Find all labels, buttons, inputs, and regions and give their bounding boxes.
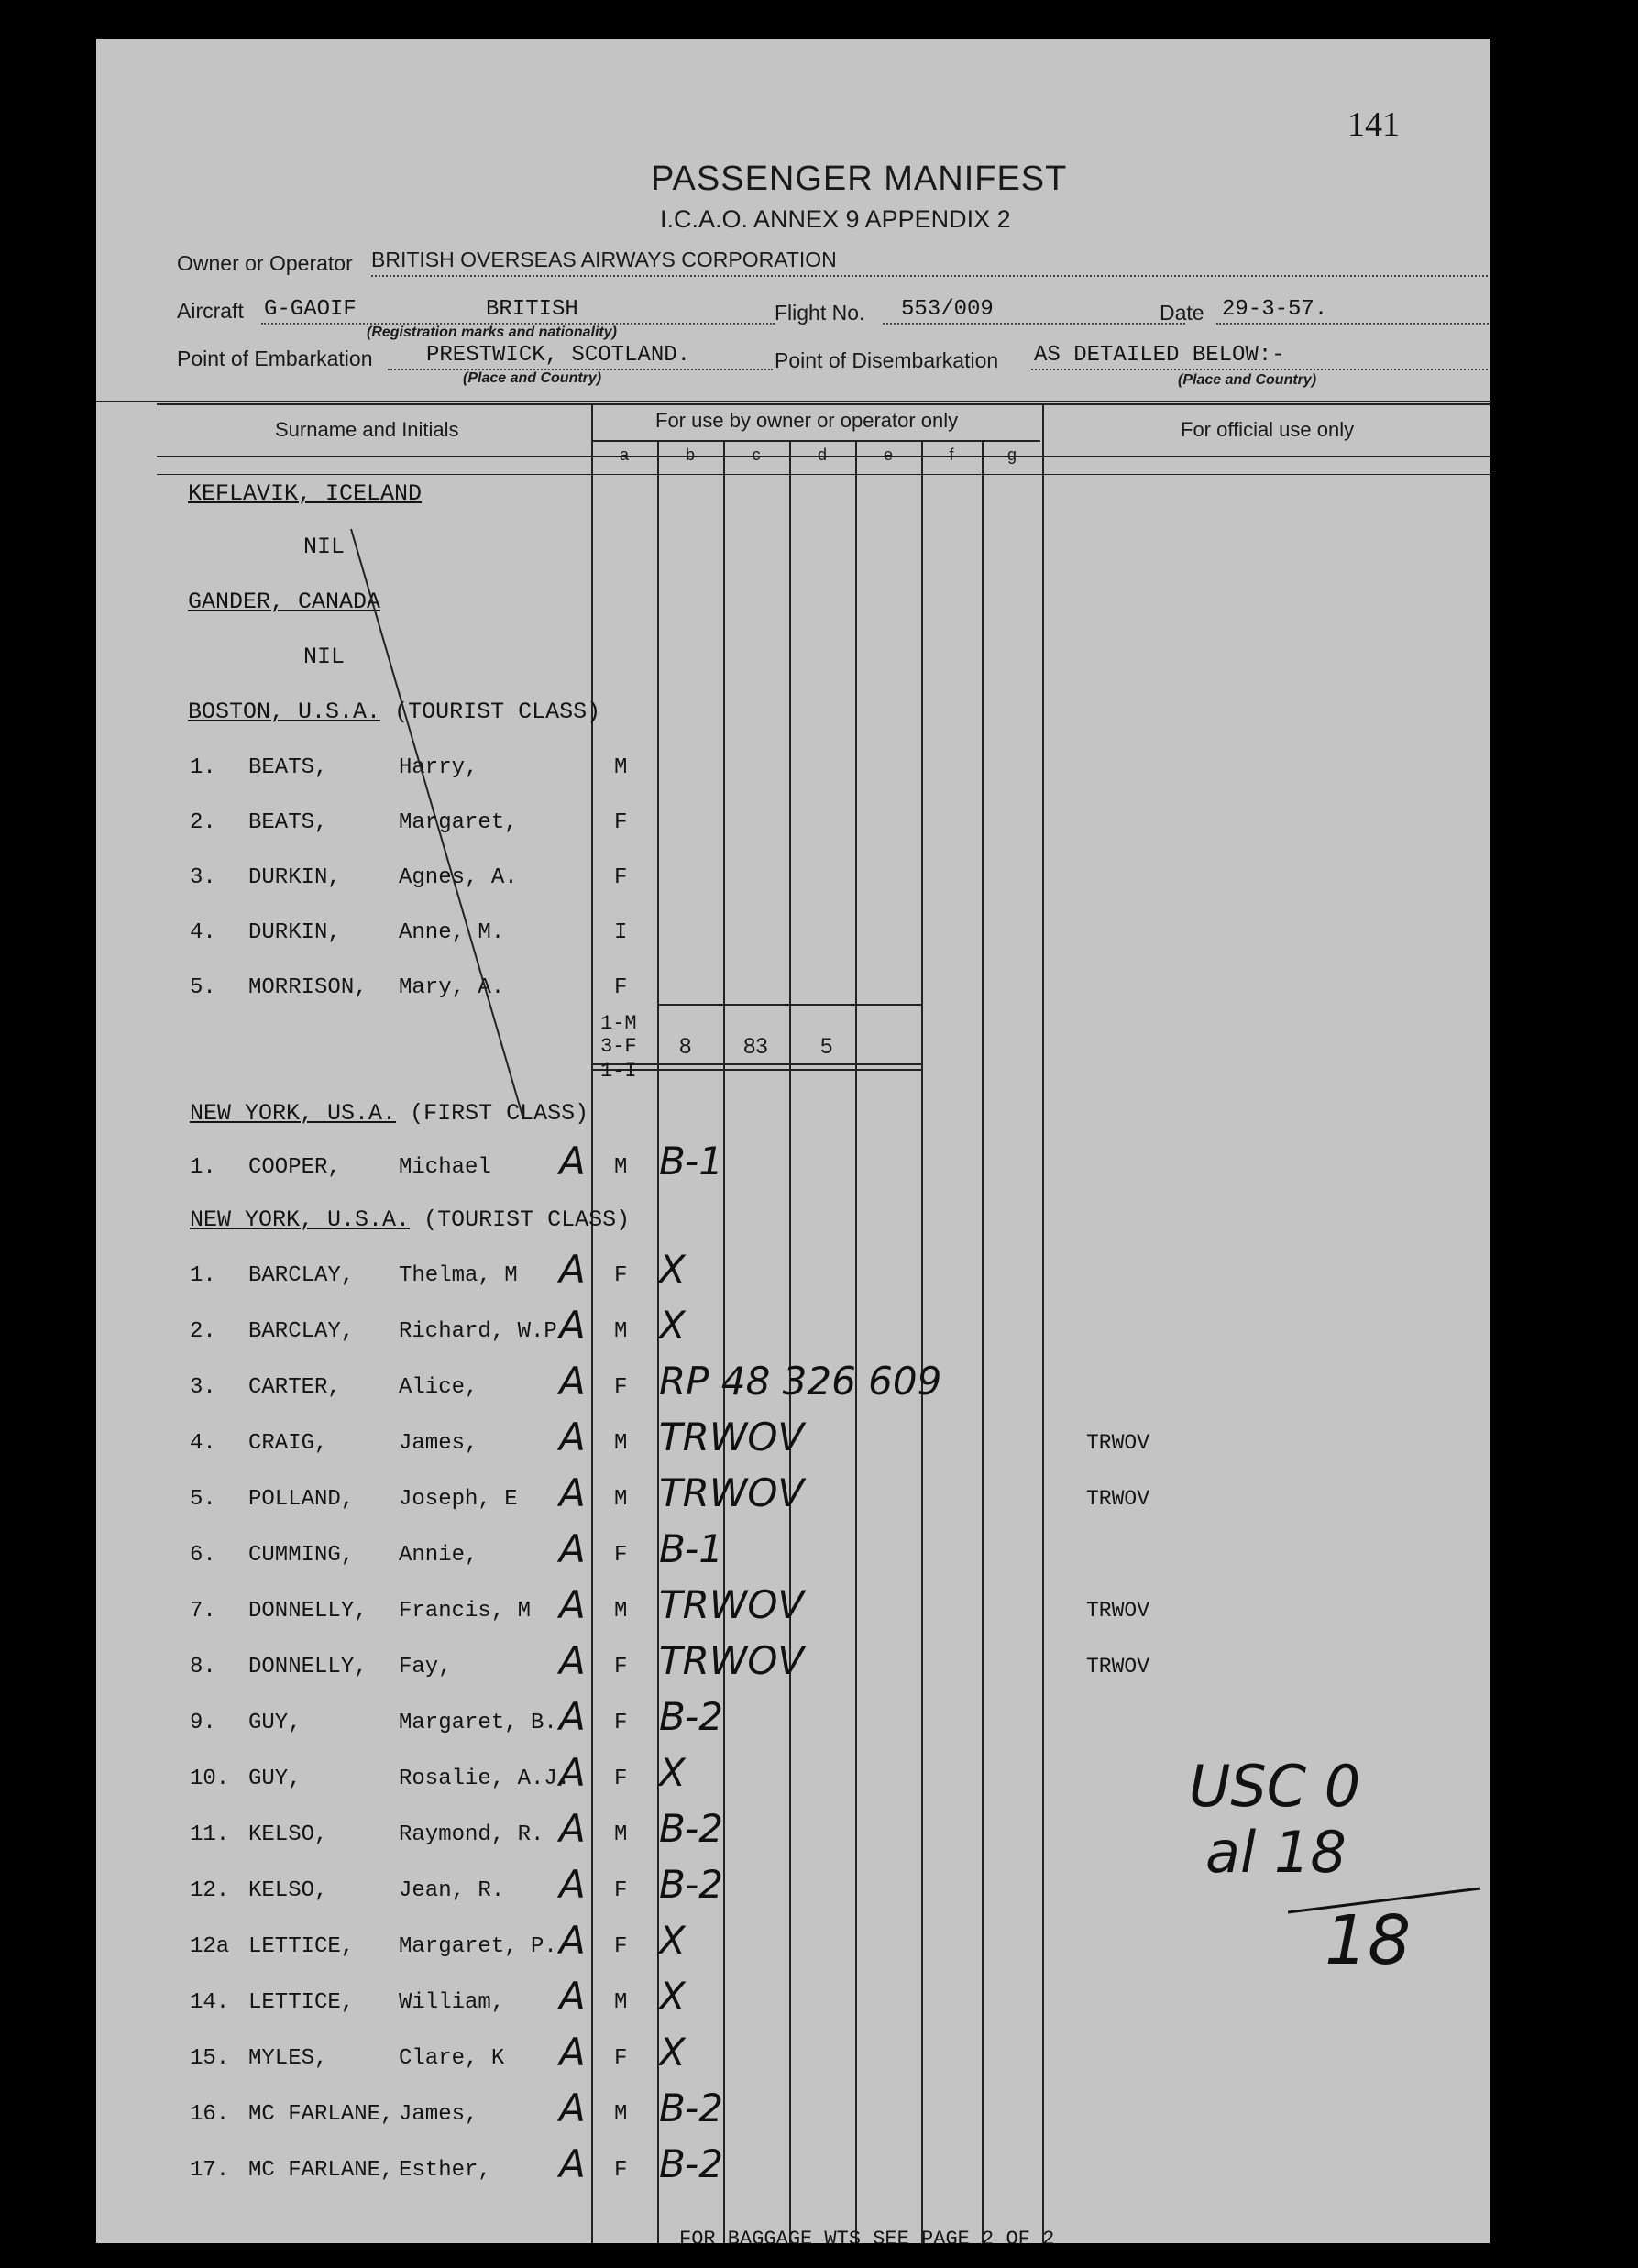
boston-count-infant: 1-I bbox=[600, 1060, 637, 1083]
row-surname: DONNELLY, bbox=[248, 1655, 368, 1679]
row-number: 4. bbox=[190, 920, 216, 945]
keflavik-nil: NIL bbox=[303, 534, 346, 560]
disembark-value: AS DETAILED BELOW:- bbox=[1034, 343, 1285, 368]
keflavik-heading: KEFLAVIK, ICELAND bbox=[188, 480, 423, 507]
row-surname: BEATS, bbox=[248, 810, 328, 835]
surname-column-header: Surname and Initials bbox=[275, 418, 459, 441]
row-surname: GUY, bbox=[248, 1711, 302, 1735]
row-number: 2. bbox=[190, 1319, 216, 1344]
row-given-name: Margaret, B. bbox=[399, 1711, 557, 1735]
row-given-name: Agnes, A. bbox=[399, 865, 518, 890]
row-given-name: Michael bbox=[399, 1155, 491, 1180]
row-number: 16. bbox=[190, 2102, 230, 2127]
row-sex: F bbox=[614, 865, 628, 890]
row-handwritten-mark: A bbox=[559, 1415, 586, 1459]
row-given-name: James, bbox=[399, 2102, 478, 2127]
row-handwritten-note: TRWOV bbox=[659, 1582, 805, 1627]
boston-count-female: 3-F bbox=[600, 1035, 637, 1058]
row-number: 3. bbox=[190, 865, 216, 890]
row-number: 15. bbox=[190, 2046, 230, 2071]
date-label: Date bbox=[1160, 301, 1204, 325]
row-number: 10. bbox=[190, 1767, 230, 1791]
owner-label: Owner or Operator bbox=[177, 251, 353, 275]
row-number: 9. bbox=[190, 1711, 216, 1735]
row-number: 2. bbox=[190, 810, 216, 835]
row-given-name: William, bbox=[399, 1990, 505, 2015]
ny-first-heading: NEW YORK, US.A. bbox=[190, 1100, 397, 1127]
row-number: 3. bbox=[190, 1375, 216, 1400]
row-sex: F bbox=[614, 2046, 628, 2071]
row-surname: CUMMING, bbox=[248, 1543, 355, 1568]
row-handwritten-mark: A bbox=[559, 1303, 586, 1348]
row-given-name: James, bbox=[399, 1431, 478, 1456]
row-given-name: Jean, R. bbox=[399, 1878, 505, 1903]
row-number: 5. bbox=[190, 975, 216, 1000]
row-handwritten-note: B-2 bbox=[659, 1806, 723, 1851]
row-given-name: Richard, W.P bbox=[399, 1319, 557, 1344]
strike-through-line bbox=[96, 39, 1490, 1230]
row-handwritten-mark: A bbox=[559, 1582, 586, 1627]
row-number: 12a bbox=[190, 1934, 230, 1959]
row-handwritten-mark: A bbox=[559, 2030, 586, 2075]
row-given-name: Annie, bbox=[399, 1543, 478, 1568]
row-sex: M bbox=[614, 2102, 628, 2127]
row-surname: MC FARLANE, bbox=[248, 2158, 394, 2183]
row-surname: BEATS, bbox=[248, 755, 328, 780]
row-handwritten-note: X bbox=[659, 1974, 686, 2019]
row-surname: CARTER, bbox=[248, 1375, 341, 1400]
official-tally-line3: 18 bbox=[1325, 1901, 1412, 1980]
row-handwritten-mark: A bbox=[559, 1526, 586, 1571]
row-surname: DONNELLY, bbox=[248, 1599, 368, 1624]
footer-baggage-note: FOR BAGGAGE WTS SEE PAGE 2 OF 2 bbox=[679, 2228, 1055, 2243]
row-surname: CRAIG, bbox=[248, 1431, 328, 1456]
row-given-name: Thelma, M bbox=[399, 1263, 518, 1288]
row-sex: M bbox=[614, 1990, 628, 2015]
col-f: f bbox=[949, 446, 954, 464]
col-a: a bbox=[619, 446, 629, 464]
row-handwritten-note: RP 48 326 609 bbox=[659, 1359, 942, 1404]
row-surname: BARCLAY, bbox=[248, 1319, 355, 1344]
row-number: 5. bbox=[190, 1487, 216, 1512]
row-sex: F bbox=[614, 1878, 628, 1903]
row-official-entry: TRWOV bbox=[1086, 1431, 1150, 1455]
row-sex: F bbox=[614, 1711, 628, 1735]
col-g: g bbox=[1006, 446, 1017, 464]
col-c: c bbox=[752, 446, 761, 464]
row-sex: F bbox=[614, 2158, 628, 2183]
row-surname: KELSO, bbox=[248, 1878, 328, 1903]
row-official-entry: TRWOV bbox=[1086, 1599, 1150, 1623]
row-handwritten-note: TRWOV bbox=[659, 1415, 805, 1459]
row-handwritten-mark: A bbox=[559, 2141, 586, 2186]
row-surname: COOPER, bbox=[248, 1155, 341, 1180]
row-number: 1. bbox=[190, 755, 216, 780]
row-surname: POLLAND, bbox=[248, 1487, 355, 1512]
boston-class: (TOURIST CLASS) bbox=[394, 699, 601, 725]
disembark-label: Point of Disembarkation bbox=[775, 348, 999, 372]
official-use-header: For official use only bbox=[1181, 418, 1355, 441]
col-d: d bbox=[817, 446, 827, 464]
row-handwritten-note: B-2 bbox=[659, 1862, 723, 1907]
row-number: 17. bbox=[190, 2158, 230, 2183]
row-given-name: Margaret, P. bbox=[399, 1934, 557, 1959]
gander-heading: GANDER, CANADA bbox=[188, 589, 381, 615]
row-number: 7. bbox=[190, 1599, 216, 1624]
boston-summary-b: 8 bbox=[679, 1034, 692, 1059]
row-sex: M bbox=[614, 1155, 628, 1180]
row-official-entry: TRWOV bbox=[1086, 1655, 1150, 1679]
row-surname: BARCLAY, bbox=[248, 1263, 355, 1288]
row-sex: F bbox=[614, 1263, 628, 1288]
row-given-name: Raymond, R. bbox=[399, 1822, 544, 1847]
row-number: 12. bbox=[190, 1878, 230, 1903]
manifest-sheet bbox=[96, 39, 1490, 2243]
ny-tourist-heading: NEW YORK, U.S.A. bbox=[190, 1206, 411, 1233]
row-sex: F bbox=[614, 975, 628, 1000]
aircraft-label: Aircraft bbox=[177, 299, 244, 323]
flight-label: Flight No. bbox=[775, 301, 865, 325]
row-surname: MORRISON, bbox=[248, 975, 368, 1000]
date-value: 29-3-57. bbox=[1222, 297, 1328, 322]
embark-label: Point of Embarkation bbox=[177, 347, 373, 370]
row-given-name: Francis, M bbox=[399, 1599, 532, 1624]
row-sex: M bbox=[614, 755, 628, 780]
row-official-entry: TRWOV bbox=[1086, 1487, 1150, 1511]
row-given-name: Fay, bbox=[399, 1655, 452, 1679]
boston-count-male: 1-M bbox=[600, 1012, 637, 1035]
flight-value: 553/009 bbox=[901, 297, 994, 322]
manifest-title: PASSENGER MANIFEST bbox=[651, 160, 1068, 198]
embark-value: PRESTWICK, SCOTLAND. bbox=[426, 343, 691, 368]
row-handwritten-mark: A bbox=[559, 1918, 586, 1963]
row-given-name: Margaret, bbox=[399, 810, 518, 835]
row-number: 6. bbox=[190, 1543, 216, 1568]
boston-summary-d: 5 bbox=[820, 1034, 833, 1059]
row-handwritten-note: TRWOV bbox=[659, 1638, 805, 1683]
row-handwritten-mark: A bbox=[559, 1806, 586, 1851]
row-surname: GUY, bbox=[248, 1767, 302, 1791]
row-given-name: Alice, bbox=[399, 1375, 478, 1400]
row-handwritten-mark: A bbox=[559, 1139, 586, 1184]
row-handwritten-mark: A bbox=[559, 1974, 586, 2019]
owner-use-header: For use by owner or operator only bbox=[655, 409, 959, 432]
embark-note: (Place and Country) bbox=[463, 370, 602, 386]
owner-value: BRITISH OVERSEAS AIRWAYS CORPORATION bbox=[371, 248, 837, 271]
row-number: 14. bbox=[190, 1990, 230, 2015]
manifest-subtitle: I.C.A.O. ANNEX 9 APPENDIX 2 bbox=[660, 205, 1011, 233]
row-handwritten-note: TRWOV bbox=[659, 1470, 805, 1515]
row-sex: M bbox=[614, 1431, 628, 1456]
aircraft-value: G-GAOIF bbox=[264, 297, 357, 322]
aircraft-nationality: BRITISH bbox=[486, 297, 578, 322]
row-sex: M bbox=[614, 1822, 628, 1847]
aircraft-note: (Registration marks and nationality) bbox=[367, 325, 617, 340]
row-handwritten-mark: A bbox=[559, 1247, 586, 1292]
row-given-name: Esther, bbox=[399, 2158, 491, 2183]
row-handwritten-note: B-1 bbox=[659, 1139, 723, 1184]
row-handwritten-note: B-2 bbox=[659, 1694, 723, 1739]
row-handwritten-note: X bbox=[659, 1918, 686, 1963]
row-given-name: Harry, bbox=[399, 755, 478, 780]
row-handwritten-note: B-1 bbox=[659, 1526, 723, 1571]
row-given-name: Mary, A. bbox=[399, 975, 505, 1000]
row-number: 11. bbox=[190, 1822, 230, 1847]
row-given-name: Joseph, E bbox=[399, 1487, 518, 1512]
row-surname: KELSO, bbox=[248, 1822, 328, 1847]
row-handwritten-note: X bbox=[659, 1303, 686, 1348]
boston-heading: BOSTON, U.S.A. bbox=[188, 699, 381, 725]
page-number: 141 bbox=[1347, 105, 1400, 144]
ny-tourist-class: (TOURIST CLASS) bbox=[423, 1206, 631, 1233]
row-sex: F bbox=[614, 1934, 628, 1959]
row-surname: LETTICE, bbox=[248, 1934, 355, 1959]
row-handwritten-mark: A bbox=[559, 1862, 586, 1907]
row-number: 1. bbox=[190, 1155, 216, 1180]
row-given-name: Rosalie, A.J. bbox=[399, 1767, 571, 1791]
row-surname: DURKIN, bbox=[248, 865, 341, 890]
row-sex: M bbox=[614, 1487, 628, 1512]
row-handwritten-note: B-2 bbox=[659, 2086, 723, 2130]
row-sex: F bbox=[614, 1767, 628, 1791]
row-sex: M bbox=[614, 1319, 628, 1344]
row-surname: MYLES, bbox=[248, 2046, 328, 2071]
official-tally-line2: al 18 bbox=[1205, 1819, 1347, 1886]
row-given-name: Anne, M. bbox=[399, 920, 505, 945]
boston-summary-c: 83 bbox=[743, 1034, 768, 1059]
col-e: e bbox=[883, 446, 893, 464]
row-number: 8. bbox=[190, 1655, 216, 1679]
row-surname: DURKIN, bbox=[248, 920, 341, 945]
row-handwritten-note: B-2 bbox=[659, 2141, 723, 2186]
row-surname: MC FARLANE, bbox=[248, 2102, 394, 2127]
row-handwritten-mark: A bbox=[559, 1470, 586, 1515]
row-sex: F bbox=[614, 810, 628, 835]
row-handwritten-mark: A bbox=[559, 1359, 586, 1404]
row-sex: M bbox=[614, 1599, 628, 1624]
row-given-name: Clare, K bbox=[399, 2046, 505, 2071]
row-sex: F bbox=[614, 1655, 628, 1679]
row-handwritten-mark: A bbox=[559, 2086, 586, 2130]
row-surname: LETTICE, bbox=[248, 1990, 355, 2015]
row-number: 1. bbox=[190, 1263, 216, 1288]
row-sex: I bbox=[614, 920, 628, 945]
col-b: b bbox=[685, 446, 695, 464]
row-handwritten-note: X bbox=[659, 2030, 686, 2075]
disembark-note: (Place and Country) bbox=[1178, 372, 1317, 388]
gander-nil: NIL bbox=[303, 644, 346, 670]
row-handwritten-note: X bbox=[659, 1750, 686, 1795]
row-handwritten-mark: A bbox=[559, 1638, 586, 1683]
row-sex: F bbox=[614, 1375, 628, 1400]
official-tally-line1: USC 0 bbox=[1189, 1753, 1361, 1820]
row-sex: F bbox=[614, 1543, 628, 1568]
row-handwritten-note: X bbox=[659, 1247, 686, 1292]
row-handwritten-mark: A bbox=[559, 1750, 586, 1795]
ny-first-class: (FIRST CLASS) bbox=[410, 1100, 589, 1127]
row-handwritten-mark: A bbox=[559, 1694, 586, 1739]
row-number: 4. bbox=[190, 1431, 216, 1456]
